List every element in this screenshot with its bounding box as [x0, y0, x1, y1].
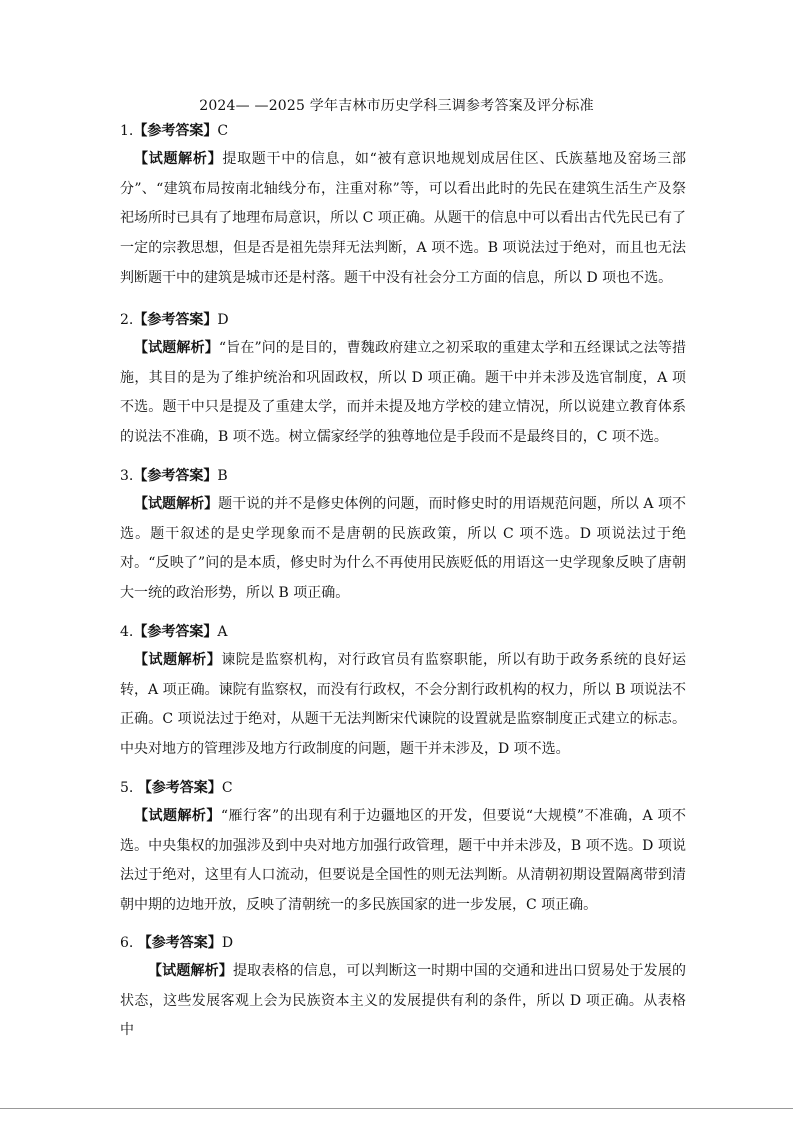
- analysis-paragraph-6: [120, 957, 686, 1046]
- answer-value: C: [221, 780, 233, 796]
- question-number: 6.: [120, 935, 138, 951]
- analysis-text: “旨在”问的是目的，曹魏政府建立之初采取的重建太学和五经课试之法等措施，其目的是为了维护统治和巩固政权，所以 D 项正确。题干中并未涉及选官制度，A 项不选。题干中只是提及了重建太学，而并未提及地方学校的建立情况，所以说建立教育体系的说法不准确，B 项不选。树立儒家经学的独尊地位是手段而不是最终目的，C 项不选。: [120, 340, 687, 446]
- answer-line-5: [120, 778, 686, 798]
- analysis-label: 【试题解析】: [134, 151, 223, 167]
- answer-label: 【参考答案】: [137, 935, 222, 951]
- answer-line-4: [120, 622, 686, 642]
- analysis-paragraph-4: [120, 646, 686, 765]
- question-6: [120, 933, 686, 1046]
- analysis-paragraph-3: [120, 490, 686, 609]
- question-5: [120, 778, 686, 921]
- question-number: 5.: [120, 780, 138, 796]
- question-2: [120, 310, 686, 453]
- answer-value: D: [221, 935, 234, 951]
- analysis-text: 提取题干中的信息，如“被有意识地规划成居住区、氏族墓地及窑场三部分”、“建筑布局按南北轴线分布，注重对称”等，可以看出此时的先民在建筑生活生产及祭祀场所时已具有了地理布局意识，所以 C 项正确。从题干的信息中可以看出古代先民已有了一定的宗教思想，但是否是祖先崇拜无法判断，A 项不选。B 项说法过于绝对，而且也无法判断题干中的建筑是城市还是村落。题干中没有社会分工方面的信息，所以 D 项也不选。: [120, 151, 687, 286]
- question-1: [120, 121, 686, 294]
- question-4: [120, 622, 686, 765]
- question-number: 2.: [120, 312, 134, 328]
- analysis-label: 【试题解析】: [134, 808, 221, 824]
- answer-value: C: [217, 123, 229, 139]
- document-title: 2024— —2025 学年吉林市历史学科三调参考答案及评分标准: [199, 98, 594, 114]
- analysis-text: 题干说的并不是修史体例的问题，而时修史时的用语规范问题，所以 A 项不选。题干叙述的是史学现象而不是唐朝的民族政策，所以 C 项不选。D 项说法过于绝对。“反映了”问的是本质，修史时为什么不再使用民族贬低的用语这一史学现象反映了唐朝大一统的政治形势，所以 B 项正确。: [120, 496, 686, 602]
- analysis-text: “雁行客”的出现有利于边疆地区的开发，但要说“大规模”不准确，A 项不选。中央集权的加强涉及到中央对地方加强行政管理，题干中并未涉及，B 项不选。D 项说法过于绝对，这里有人口流动，但要说是全国性的则无法判断。从清朝初期设置隔离带到清朝中期的边地开放，反映了清朝统一的多民族国家的进一步发展，C 项正确。: [120, 808, 686, 914]
- page-bottom-rule: [0, 1108, 793, 1109]
- analysis-text: 提取表格的信息，可以判断这一时期中国的交通和进出口贸易处于发展的状态，这些发展客观上会为民族资本主义的发展提供有利的条件，所以 D 项正确。从表格中: [120, 963, 687, 1039]
- question-number: 4.: [120, 624, 134, 640]
- answer-value: B: [217, 468, 228, 484]
- analysis-text: 谏院是监察机构，对行政官员有监察职能，所以有助于政务系统的良好运转，A 项正确。谏院有监察权，而没有行政权，不会分割行政机构的权力，所以 B 项说法不正确。C 项说法过于绝对，从题干无法判断宋代谏院的设置就是监察制度正式建立的标志。中央对地方的管理涉及地方行政制度的问题，题干并未涉及，D 项不选。: [120, 652, 687, 758]
- analysis-label: 【试题解析】: [134, 652, 222, 668]
- answer-label: 【参考答案】: [137, 780, 222, 796]
- analysis-paragraph-2: [120, 334, 686, 453]
- answer-label: 【参考答案】: [133, 123, 218, 139]
- question-3: [120, 466, 686, 609]
- answer-line-2: [120, 310, 686, 330]
- analysis-label: 【试题解析】: [134, 496, 219, 512]
- answer-line-1: [120, 121, 686, 141]
- answer-label: 【参考答案】: [133, 312, 218, 328]
- analysis-label: 【试题解析】: [134, 340, 219, 356]
- answer-value: D: [217, 312, 229, 328]
- analysis-paragraph-1: [120, 145, 686, 294]
- answer-line-3: [120, 466, 686, 486]
- answer-label: 【参考答案】: [133, 468, 218, 484]
- question-number: 3.: [120, 468, 134, 484]
- answer-label: 【参考答案】: [133, 624, 218, 640]
- answer-value: A: [217, 624, 228, 640]
- analysis-label: 【试题解析】: [148, 963, 233, 979]
- answer-line-6: [120, 933, 686, 953]
- analysis-paragraph-5: [120, 802, 686, 921]
- question-number: 1.: [120, 123, 134, 139]
